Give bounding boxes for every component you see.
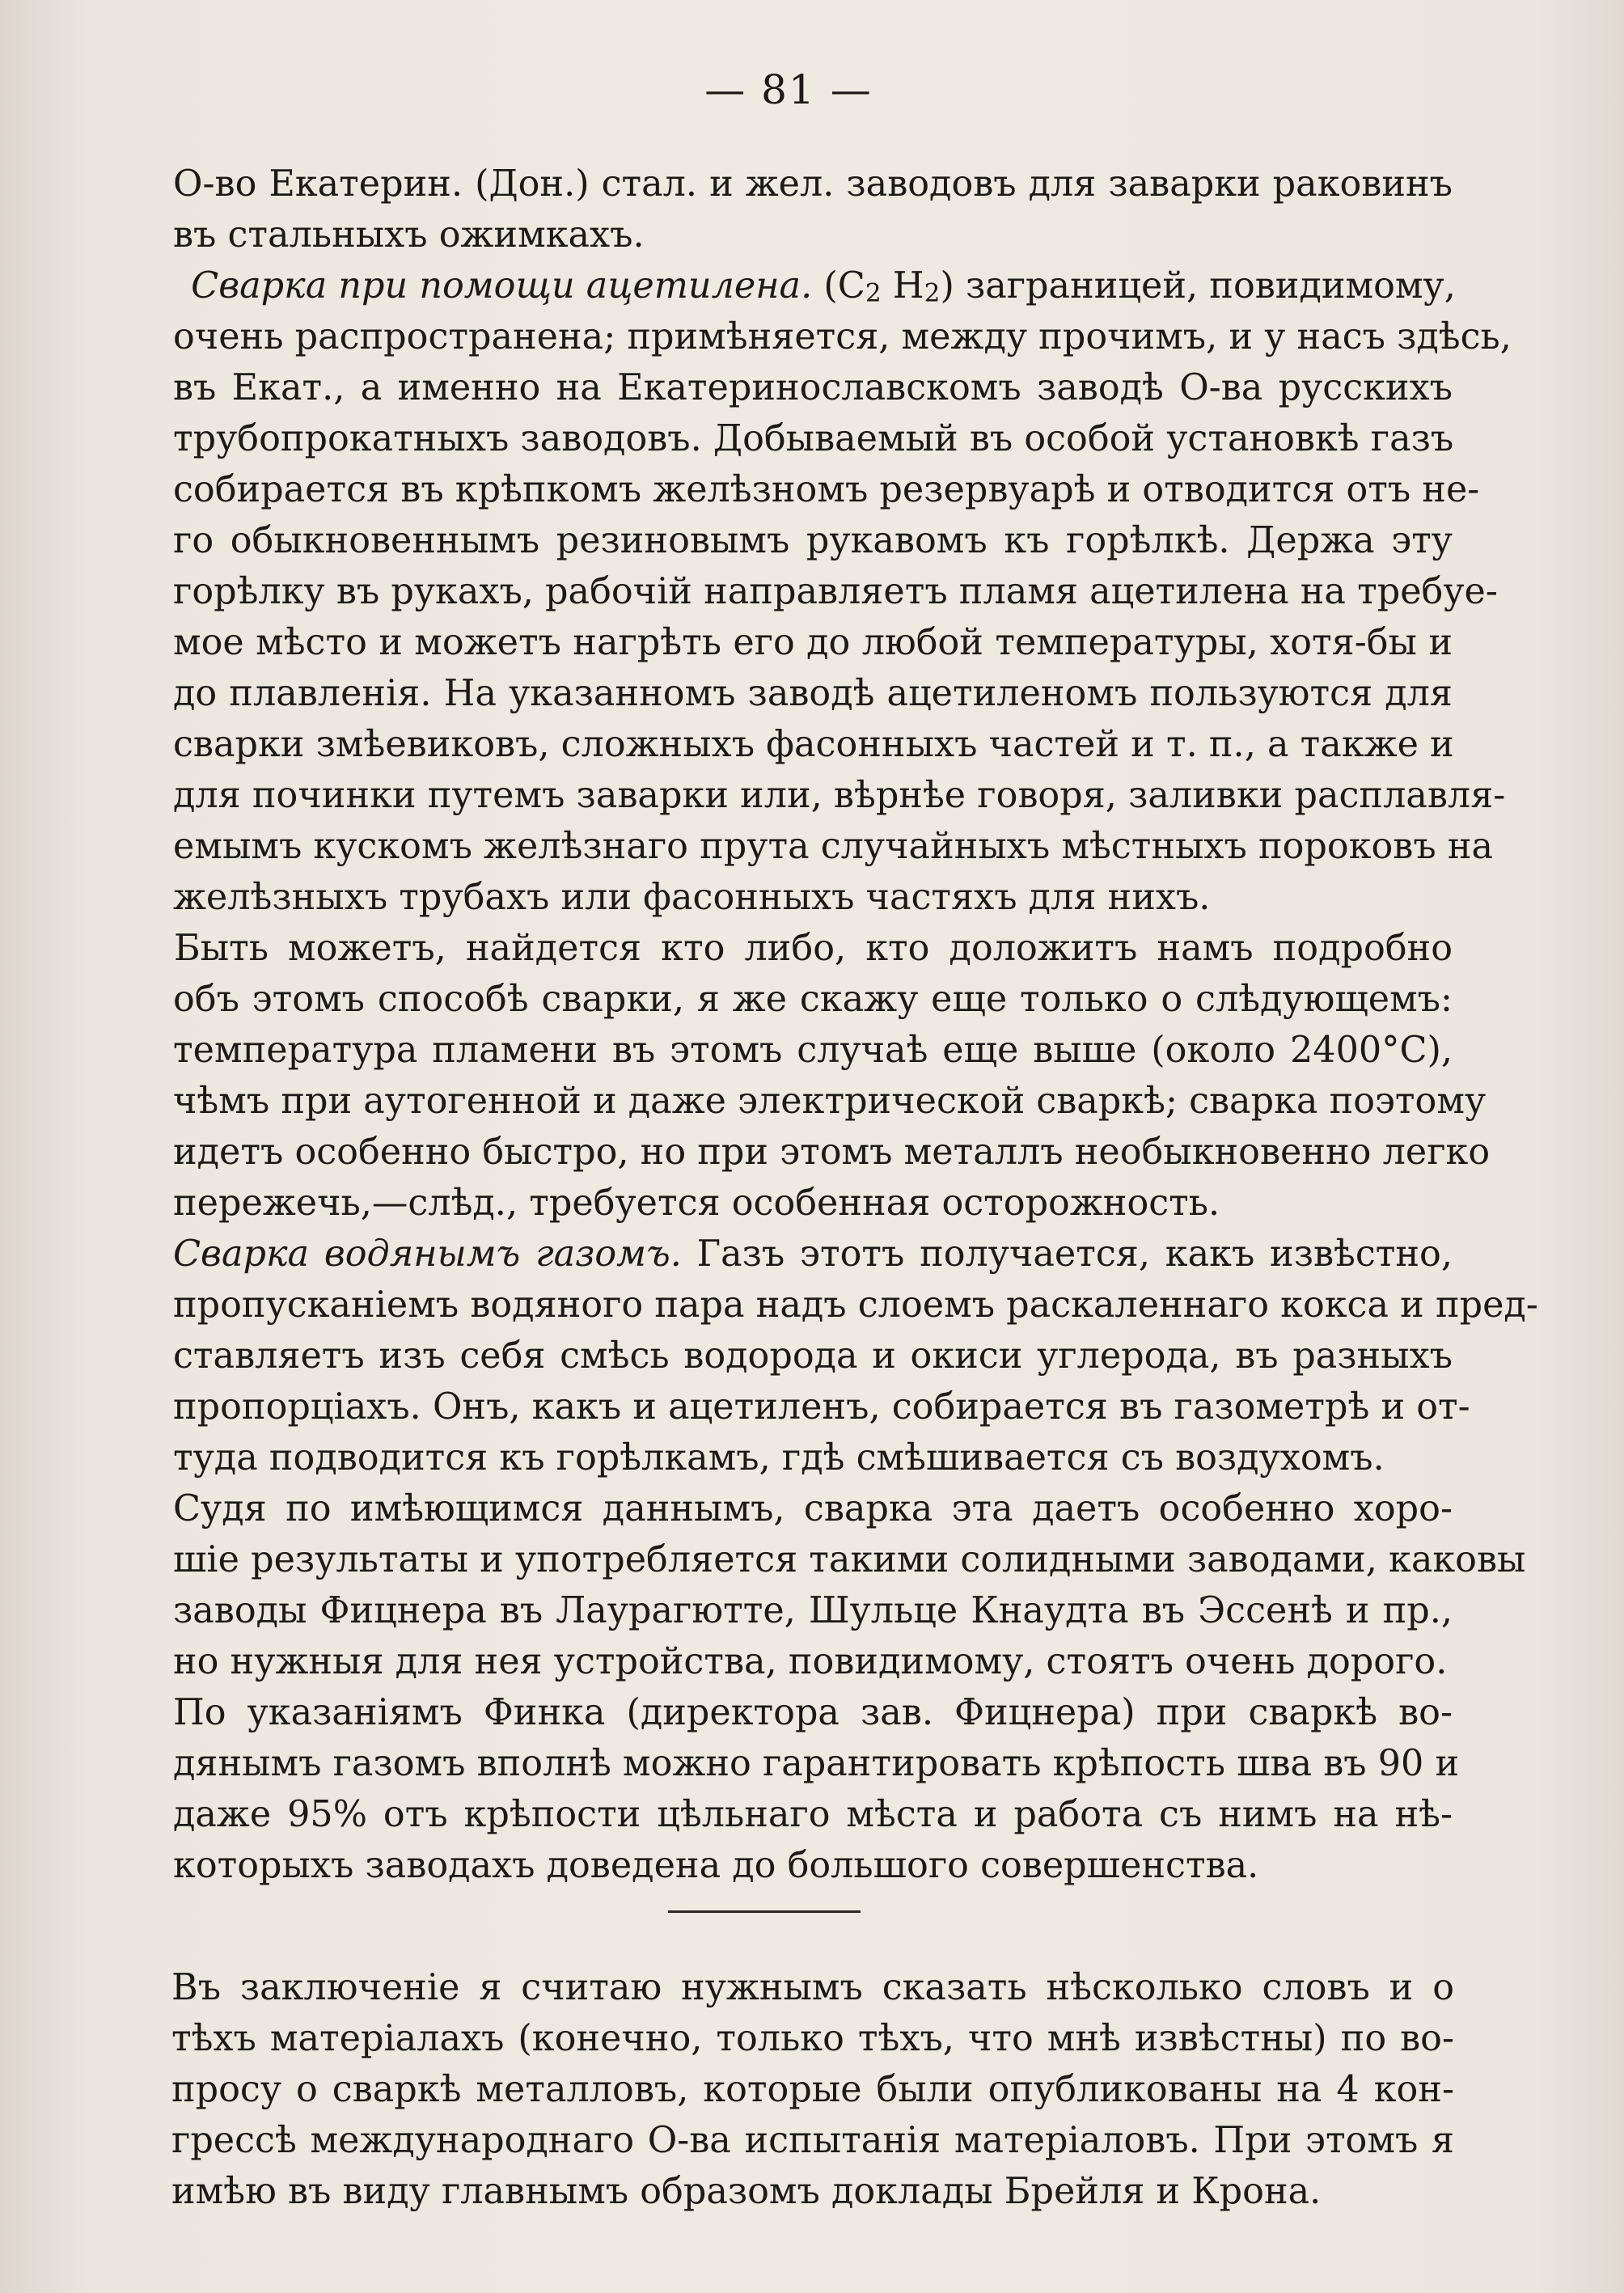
text-line: просу о сваркѣ металловъ, которые были опубликованы на 4 кон- xyxy=(171,2069,1454,2110)
formula-h-sub: 2 xyxy=(924,278,941,308)
text-line: до плавленія. На указанномъ заводѣ ацетиленомъ пользуются для xyxy=(173,673,1453,714)
text-line: заводы Фицнера въ Лаурагютте, Шульце Кнаудта въ Эссенѣ и пр., xyxy=(173,1590,1453,1631)
formula-c: (C xyxy=(823,265,865,307)
text-line: имѣю въ виду главнымъ образомъ доклады Брейля и Крона. xyxy=(171,2171,1322,2212)
text-line: чѣмъ при аутогенной и даже электрической сваркѣ; сварка поэтому xyxy=(173,1081,1487,1122)
paragraph-conclusion xyxy=(171,1962,1454,2217)
paragraph-acetylene xyxy=(173,260,1512,923)
text-line: желѣзныхъ трубахъ или фасонныхъ частяхъ для нихъ. xyxy=(173,877,1211,918)
paragraph-1 xyxy=(173,159,1453,260)
text-line: температура пламени въ этомъ случаѣ еще выше (около 2400°С), xyxy=(173,1030,1453,1071)
main-text xyxy=(173,159,1538,1891)
text-line: горѣлку въ рукахъ, рабочій направляетъ пламя ацетилена на требуе- xyxy=(173,571,1498,612)
text-line-rest: ) заграницей, повидимому, xyxy=(940,265,1456,307)
text-line: пропусканіемъ водяного пара надъ слоемъ раскаленнаго кокса и пред- xyxy=(173,1284,1538,1326)
text-line: идетъ особенно быстро, но при этомъ металлъ необыкновенно легко xyxy=(173,1132,1491,1173)
section-divider xyxy=(668,1910,861,1913)
text-line: грессѣ международнаго О-ва испытанія матеріаловъ. При этомъ я xyxy=(171,2120,1454,2161)
text-line: въ стальныхъ ожимкахъ. xyxy=(173,214,645,256)
paragraph-3 xyxy=(173,923,1491,1229)
paragraph-5 xyxy=(173,1483,1526,1687)
text-line-content: Быть можетъ, найдется кто либо, кто доложитъ намъ подробно xyxy=(174,928,1453,969)
text-line: сварки змѣевиковъ, сложныхъ фасонныхъ частей и т. п., а также и xyxy=(173,724,1454,765)
text-line: мое мѣсто и можетъ нагрѣть его до любой температуры, хотя-бы и xyxy=(173,622,1453,663)
text-line: Судя по имѣющимся даннымъ, сварка эта даетъ особенно хоро- xyxy=(173,1488,1453,1529)
section-heading-water-gas: Сварка водянымъ газомъ. xyxy=(173,1233,682,1275)
text-line: объ этомъ способѣ сварки, я же скажу еще только о слѣдующемъ: xyxy=(173,979,1453,1020)
text-line: Въ заключеніе я считаю нужнымъ сказать нѣсколько словъ и о xyxy=(171,1967,1454,2008)
text-line xyxy=(173,260,1456,311)
formula-c-sub: 2 xyxy=(865,278,882,308)
text-line: даже 95% отъ крѣпости цѣльнаго мѣста и работа съ нимъ на нѣ- xyxy=(173,1794,1453,1835)
text-line: тѣхъ матеріалахъ (конечно, только тѣхъ, что мнѣ извѣстны) по во- xyxy=(171,2018,1454,2059)
text-line-rest: Газъ этотъ получается, какъ извѣстно, xyxy=(681,1233,1453,1275)
text-line: для починки путемъ заварки или, вѣрнѣе говоря, заливки расплавля- xyxy=(173,775,1506,816)
text-line: дянымъ газомъ вполнѣ можно гарантировать крѣпость шва въ 90 и xyxy=(173,1743,1460,1784)
text-line: О-во Екатерин. (Дон.) стал. и жел. заводовъ для заварки раковинъ xyxy=(173,163,1453,205)
text-line: пережечь,—слѣд., требуется особенная осторожность. xyxy=(173,1182,1220,1224)
text-line xyxy=(173,1229,1453,1280)
section-heading-acetylene: Сварка при помощи ацетилена. xyxy=(191,265,813,307)
text-line: которыхъ заводахъ доведена до большого совершенства. xyxy=(173,1845,1259,1886)
text-line: но нужныя для нея устройства, повидимому, стоятъ очень дорого. xyxy=(173,1641,1448,1682)
text-line: пропорціахъ. Онъ, какъ и ацетиленъ, собирается въ газометрѣ и от- xyxy=(173,1386,1470,1428)
page-number: — 81 — xyxy=(704,66,873,113)
text-line: очень распространена; примѣняется, между прочимъ, и у насъ здѣсь, xyxy=(173,316,1512,357)
text-line: По указаніямъ Финка (директора зав. Фицнера) при сваркѣ во- xyxy=(173,1692,1453,1733)
text-line: ставляетъ изъ себя смѣсь водорода и окиси углерода, въ разныхъ xyxy=(173,1335,1453,1377)
text-line: трубопрокатныхъ заводовъ. Добываемый въ особой установкѣ газъ xyxy=(173,418,1454,459)
text-line xyxy=(173,923,1453,974)
text-line: собирается въ крѣпкомъ желѣзномъ резервуарѣ и отводится отъ не- xyxy=(173,469,1480,510)
paragraph-water-gas xyxy=(173,1229,1538,1483)
text-line: шіе результаты и употребляется такими солидными заводами, каковы xyxy=(173,1539,1526,1580)
paragraph-6 xyxy=(173,1687,1460,1891)
text-line: го обыкновеннымъ резиновымъ рукавомъ къ горѣлкѣ. Держа эту xyxy=(173,520,1453,561)
formula-h: H xyxy=(881,265,924,307)
text-line: емымъ кускомъ желѣзнаго прута случайныхъ мѣстныхъ пороковъ на xyxy=(173,826,1494,867)
text-line: въ Екат., а именно на Екатеринославскомъ заводѣ О-ва русскихъ xyxy=(173,367,1453,408)
text-line: туда подводится къ горѣлкамъ, гдѣ смѣшивается съ воздухомъ. xyxy=(173,1437,1385,1479)
conclusion-text xyxy=(171,1962,1454,2217)
